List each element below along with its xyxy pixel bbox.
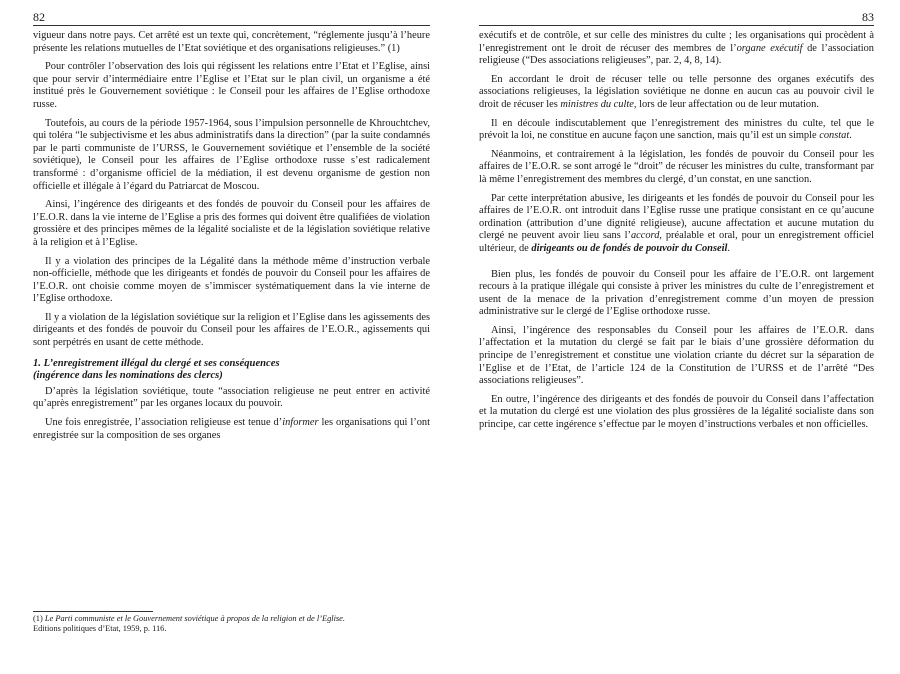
paragraph: En accordant le droit de récuser telle ou telle personne des organes exécutifs des associations religieuses, la législation soviétique ne donne en aucun cas au pouvoir civil le droit de récuser les ministres du culte, lors de leur affectation ou de leur mutation. (479, 73, 874, 110)
paragraph: vigueur dans notre pays. Cet arrêté est un texte qui, concrètement, “réglemente jusqu’à l’heure présente les relations mutuelles de l’Etat soviétique et des organisations religieuses.” (1) (33, 30, 430, 54)
paragraph: Ainsi, l’ingérence des responsables du Conseil pour les affaires de l’E.O.R. dans l’affectation et la mutation du clergé se fait par le biais d’une grossière déformation du principe de l’enregistrement et constitue une violation criante du décret sur la séparation de l’Eglise et de l’Etat, de l’article 124 de la Constitution de l’URSS et de l’arrêté “Des associations religieuses”. (479, 324, 874, 387)
paragraph: exécutifs et de contrôle, et sur celle des ministres du culte ; les organisations qui procèdent à l’enregistrement ont le droit de récuser des membres de l’organe exécutif de l’association religieuse (“Des associations religieuses”, par. 2, 4, 8, 14). (479, 30, 874, 67)
footnote-title: Le Parti communiste et le Gouvernement soviétique à propos de la religion et de l’Eglise. (44, 614, 345, 623)
paragraph: Par cette interprétation abusive, les dirigeants et les fondés de pouvoir du Conseil pour les affaires de l’E.O.R. ont introduit dans l’Eglise russe une pratique consistant en ce qu’aucune ordination (attribution d’une dignité religieuse), aucune affectation et aucune mutation du clergé ne peuvent avoir lieu sans l’accord, préalable et oral, pour un enregistrement officiel ultérieur, de dirigeants ou de fondés de pouvoir du Conseil. (479, 192, 874, 254)
page-number-right: 83 (862, 10, 874, 24)
paragraph: Il en découle indiscutablement que l’enregistrement des ministres du culte, tel que le prévoit la loi, ne constitue en aucune façon une sanction, mais qu’il est un simple constat. (479, 117, 874, 142)
section-heading-subtitle: (ingérence dans les nominations des clercs) (33, 370, 223, 382)
left-body-text (33, 30, 430, 442)
footnote-publisher: Editions politiques d’Etat, 1959, p. 116. (33, 624, 167, 633)
footnote-rule (33, 611, 153, 612)
paragraph: Bien plus, les fondés de pouvoir du Conseil pour les affaire de l’E.O.R. ont largement recours à la pratique illégale qui consiste à priver les ministres du culte de l’enregistrement et usent de la menace de la privation d’enregistrement comme d’un moyen de pression administrative sur le clergé de l’Eglise orthodoxe russe. (479, 268, 874, 318)
right-page (450, 0, 900, 674)
section-heading-line: 1. L’enregistrement illégal du clergé et ses conséquences (33, 357, 280, 369)
header-rule-left (33, 25, 430, 26)
paragraph: D’après la législation soviétique, toute “association religieuse ne peut entrer en activité qu’après enregistrement” par les organes locaux du pouvoir. (33, 385, 430, 410)
section-heading (33, 358, 430, 383)
paragraph: Il y a violation des principes de la Légalité dans la méthode même d’instruction verbale non-officielle, méthode que les dirigeants et fondés de pouvoir du Conseil pour les affaires de l’E.O.R. ont choisie comme moyen de s’immiscer systématiquement dans la vie interne de l’Eglise orthodoxe. (33, 255, 430, 305)
paragraph: Néanmoins, et contrairement à la législation, les fondés de pouvoir du Conseil pour les affaires de l’E.O.R. se sont arrogé le “droit” de récuser les ministres du culte, transformant par là même l’enregistrement des membres du clergé, d’un constat, en une sanction. (479, 148, 874, 185)
footnote-marker: (1) (33, 614, 43, 623)
header-rule-right (479, 25, 874, 26)
paragraph: Toutefois, au cours de la période 1957-1964, sous l’impulsion personnelle de Khrouchtchev, qui toléra “le subjectivisme et les abus administratifs dans la direction” (par la suite condamnés par le parti communiste de l’URSS, le Gouvernement soviétique et l’ensemble de la société soviétique), le Conseil pour les affaires de l’Eglise orthodoxe russe s’est radicalement transformé : d’organisme officiel de la médiation, il est devenu organisme de gestion non officielle et illégale à l’égard du Patriarcat de Moscou. (33, 117, 430, 192)
right-body-text (479, 30, 874, 432)
paragraph: Pour contrôler l’observation des lois qui régissent les relations entre l’Etat et l’Eglise, ainsi que pour servir d’intermédiaire entre l’Eglise et l’Etat sur le plan civil, un organisme a été institué près le Gouvernement soviétique : le Conseil pour les affaires de l’Eglise orthodoxe russe. (33, 61, 430, 110)
footnote (33, 611, 430, 634)
paragraph: En outre, l’ingérence des dirigeants et des fondés de pouvoir du Conseil dans l’affectation et la mutation du clergé est une violation des plus grossières de la légalité socialiste dans son principe, car cette ingérence s’effectue par le moyen d’instructions verbales et non officielles. (479, 393, 874, 431)
paragraph: Une fois enregistrée, l’association religieuse est tenue d’informer les organisations qui l’ont enregistrée sur la composition de ses organes (33, 417, 430, 441)
paragraph: Ainsi, l’ingérence des dirigeants et des fondés de pouvoir du Conseil pour les affaires de l’E.O.R. dans la vie interne de l’Eglise a pris des formes qui doivent être qualifiées de violation grossière et des principes mêmes de la légalité socialiste et de la législation soviétique relative à la religion et à l’Eglise. (33, 199, 430, 248)
page-number-left: 82 (33, 10, 45, 24)
footnote-text (33, 614, 430, 634)
paragraph: Il y a violation de la législation soviétique sur la religion et l’Eglise dans les agissements des dirigeants et des fondés de pouvoir du Conseil pour les affaires de l’E.O.R., agissements qui sont perpétrés en usant de cette méthode. (33, 311, 430, 349)
